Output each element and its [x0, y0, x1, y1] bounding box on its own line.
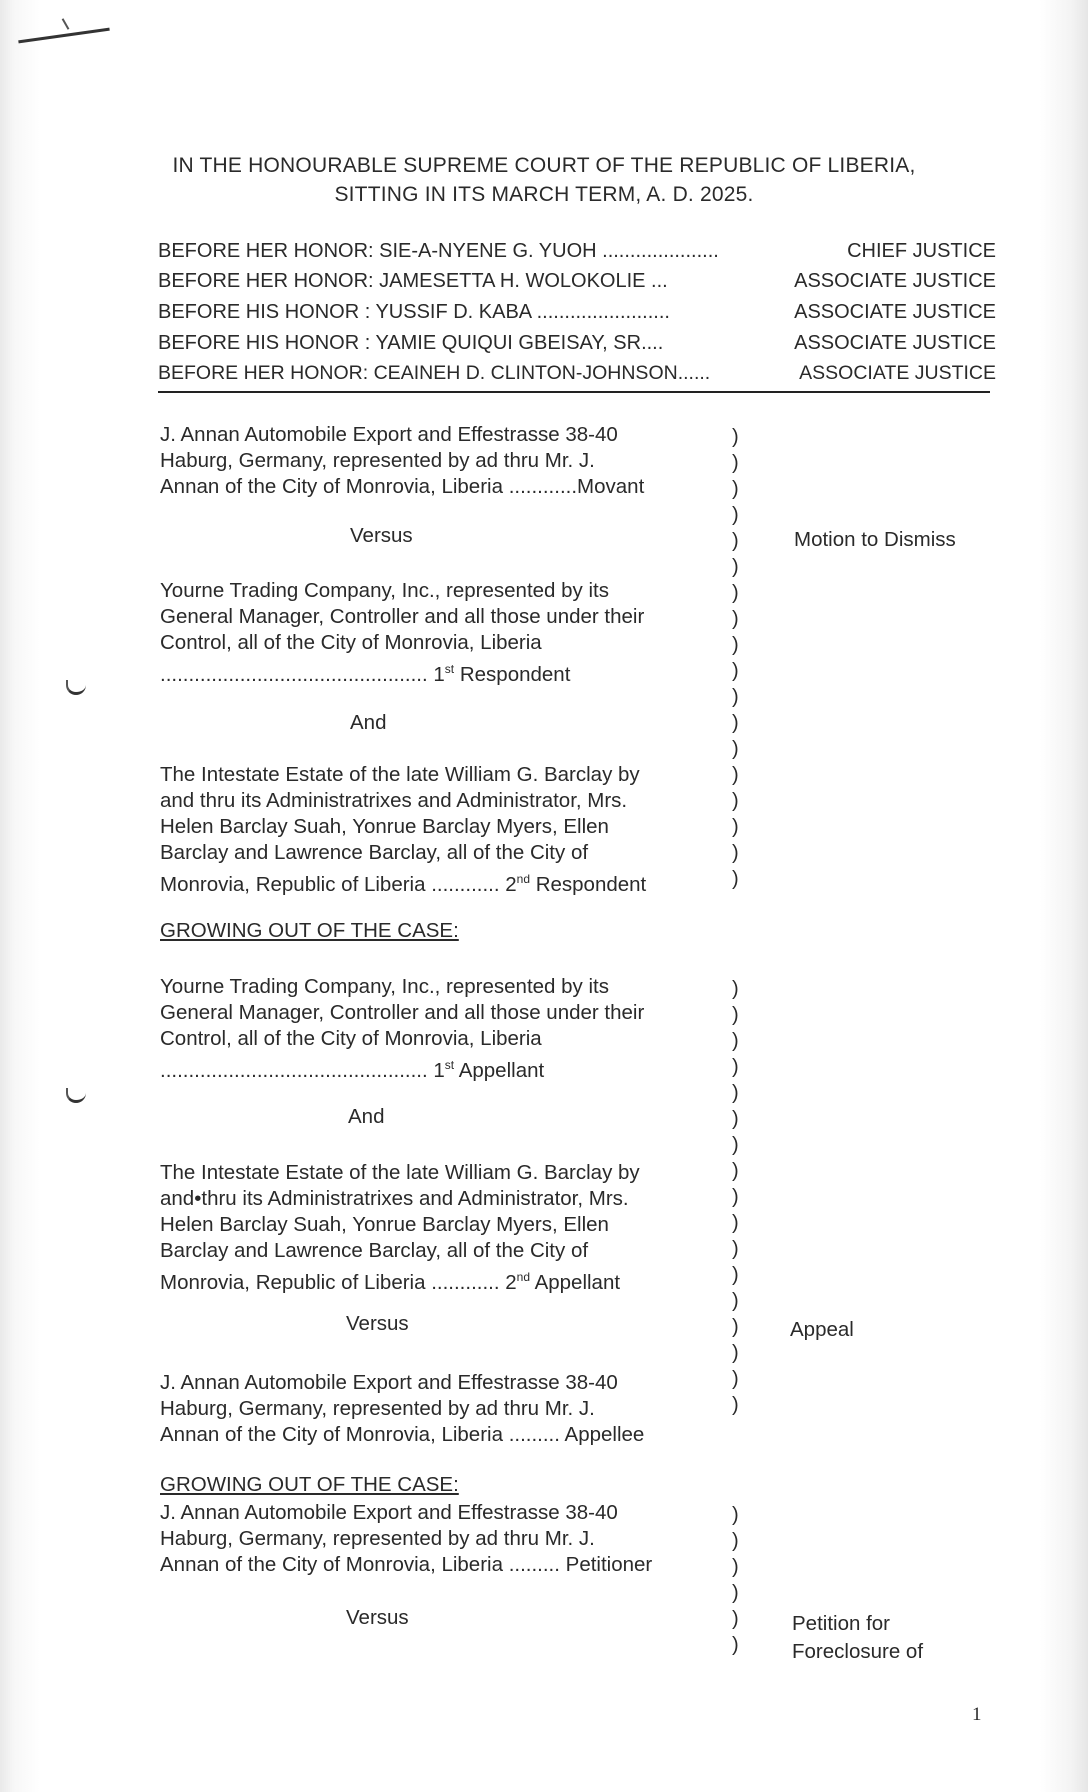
petition-label-1: Petition for	[792, 1612, 890, 1635]
respondent1-role: Respondent	[454, 662, 571, 686]
movant-party: J. Annan Automobile Export and Effestrasse 38-40 Haburg, Germany, represented by ad thru Mr. J. Annan of the City of Monrovia, Liberia ............Movant	[160, 423, 645, 498]
appellant1-role: Appellant	[454, 1058, 545, 1082]
ordinal: nd	[516, 872, 530, 886]
versus-label: Versus	[346, 1312, 409, 1335]
appellant1-party	[160, 974, 644, 1084]
bracket-column: ) ) ) ) ) ) ) ) ) ) ) ) ) ) ) ) ) )	[732, 426, 739, 890]
respondent1-party	[160, 578, 644, 688]
and-label: And	[350, 711, 387, 734]
motion-to-dismiss-label: Motion to Dismiss	[794, 528, 956, 551]
appeal-label: Appeal	[790, 1318, 854, 1341]
bench-label: BEFORE HER HONOR: SIE-A-NYENE G. YUOH .....................	[158, 240, 719, 262]
appellant1-text: Yourne Trading Company, Inc., represented by its General Manager, Controller and all those under their Control, all of the City of Monrovia, Liberia ............................................... 1	[160, 975, 645, 1082]
respondent2-role: Respondent	[530, 872, 647, 896]
pen-mark-small	[62, 14, 77, 29]
and-label: And	[348, 1105, 385, 1128]
bench-row	[158, 362, 996, 385]
punch-hole-mark	[66, 680, 86, 695]
bracket-column: ) ) ) ) ) ) ) ) ) ) ) ) ) ) ) ) )	[732, 978, 739, 1416]
bench-title: ASSOCIATE JUSTICE	[794, 301, 996, 323]
appellant2-party	[160, 1160, 640, 1296]
bench-label: BEFORE HIS HONOR : YAMIE QUIQUI GBEISAY, SR....	[158, 332, 664, 354]
bench-row	[158, 332, 996, 355]
ordinal: nd	[516, 1270, 530, 1284]
page-number: 1	[972, 1704, 982, 1725]
appellant2-role: Appellant	[530, 1270, 621, 1294]
ordinal: st	[444, 662, 455, 676]
court-title-line2: SITTING IN ITS MARCH TERM, A. D. 2025.	[334, 183, 754, 206]
bench-row	[158, 301, 996, 324]
respondent2-party	[160, 762, 646, 898]
bench-title: ASSOCIATE JUSTICE	[799, 362, 996, 384]
bench-title: ASSOCIATE JUSTICE	[794, 332, 996, 354]
pen-mark	[18, 28, 110, 44]
bench-title: CHIEF JUSTICE	[847, 240, 996, 262]
punch-hole-mark	[66, 1088, 86, 1103]
bench-row	[158, 270, 996, 293]
bracket-column: ) ) ) ) ) )	[732, 1504, 739, 1656]
bench-label: BEFORE HIS HONOR : YUSSIF D. KABA ........................	[158, 301, 670, 323]
bench-label: BEFORE HER HONOR: CEAINEH D. CLINTON-JOHNSON......	[158, 362, 711, 384]
respondent1-text: Yourne Trading Company, Inc., represented by its General Manager, Controller and all those under their Control, all of the City of Monrovia, Liberia ............................................... 1	[160, 579, 645, 686]
petitioner-party: J. Annan Automobile Export and Effestrasse 38-40 Haburg, Germany, represented by ad thru Mr. J. Annan of the City of Monrovia, Liberia ......... Petitioner	[160, 1501, 653, 1576]
versus-label: Versus	[346, 1606, 409, 1629]
bench-row	[158, 240, 996, 263]
respondent2-text: The Intestate Estate of the late William G. Barclay by and thru its Administratrixes and Administrator, Mrs. Helen Barclay Suah, Yonrue Barclay Myers, Ellen Barclay and Lawrence Barclay, all of the City of Monrovia, Republic of Liberia ............ 2	[160, 763, 640, 896]
court-title-line1: IN THE HONOURABLE SUPREME COURT OF THE REPUBLIC OF LIBERIA,	[172, 154, 916, 177]
bench-label: BEFORE HER HONOR: JAMESETTA H. WOLOKOLIE ...	[158, 270, 668, 292]
growing-out-heading: GROWING OUT OF THE CASE:	[160, 1473, 459, 1496]
ordinal: st	[444, 1058, 455, 1072]
bench-title: ASSOCIATE JUSTICE	[794, 270, 996, 292]
petition-label-2: Foreclosure of	[792, 1640, 924, 1663]
header-rule	[158, 391, 990, 393]
growing-out-heading: GROWING OUT OF THE CASE:	[160, 919, 459, 942]
appellant2-text: The Intestate Estate of the late William G. Barclay by and•thru its Administratrixes and Administrator, Mrs. Helen Barclay Suah, Yonrue Barclay Myers, Ellen Barclay and Lawrence Barclay, all of the City of Monrovia, Republic of Liberia ............ 2	[160, 1161, 640, 1294]
appellee-party: J. Annan Automobile Export and Effestrasse 38-40 Haburg, Germany, represented by ad thru Mr. J. Annan of the City of Monrovia, Liberia ......... Appellee	[160, 1371, 645, 1446]
versus-label: Versus	[350, 524, 413, 547]
